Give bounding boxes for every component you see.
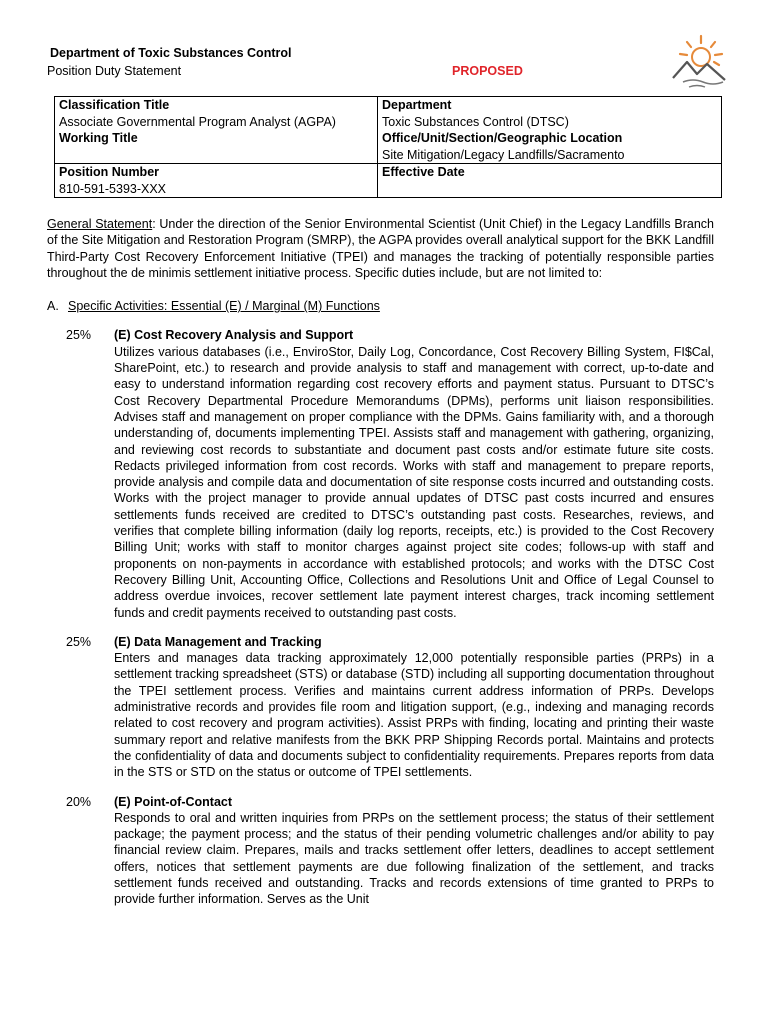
duty-item — [47, 327, 714, 620]
section-title: Specific Activities: Essential (E) / Marginal (M) Functions — [68, 299, 380, 314]
office-value: Site Mitigation/Legacy Landfills/Sacramento — [382, 147, 625, 162]
document-body — [47, 216, 714, 908]
position-number-label: Position Number — [59, 165, 160, 179]
duty-title: (E) Cost Recovery Analysis and Support — [114, 328, 354, 343]
effective-date-cell — [378, 164, 722, 198]
duty-description: Utilizes various databases (i.e., EnviroStor, Daily Log, Concordance, Cost Recovery Billing System, FI$Cal, SharePoint, etc.) to research and provide analysis to staff and management with correct, up-to-date and easy to understand information regarding cost recovery efforts and payment status. Pursuant to DTSC’s Cost Recovery Departmental Procedure Memorandums (DPMs), performs unit liaison responsibilities. Advises staff and management on proper compliance with the DPMs. Gains familiarity with, and a thorough understanding of, documents implementing TPEI. Assists staff and management with gathering, organizing, and reviewing cost records to substantiate and document past costs and/or estimate future site costs. Redacts privileged information from cost records. Works with staff and management to prepare reports, provide analysis and compile data and documentation of site response costs incurred and outstanding costs. Works with the project manager to provide annual updates of DTSC past costs incurred and ensures settlements funds received are credited to DTSC’s outstanding past costs. Researches, reviews, and verifies that complete billing information (daily log reports, receipts, etc.) is provided to the Cost Recovery Billing Unit; works with staff to monitor charges against project site codes; follows-up with staff and proponents on non-payments in accordance with established protocols; and works with the DTSC Cost Recovery Billing Unit, Accounting Office, Collections and Resolutions Unit and Office of Legal Counsel to address overdue invoices, recover settlement late payment interest charges, track incoming settlement funds and credit payments received to outstanding past costs. — [114, 344, 714, 620]
working-title-label: Working Title — [59, 131, 138, 145]
duty-item — [47, 634, 714, 781]
section-letter: A. — [47, 299, 59, 314]
duty-description: Responds to oral and written inquiries from PRPs on the settlement process; the status of their settlement package; the payment process; and the status of their pending volumetric challenges and/or ability to pay financial review claim. Prepares, mails and tracks settlement offer letters, deadlines to accept settlement offers, notices that settlement payments are due following finalization of the settlement, and tracks settlement funds received and outstanding. Tracks and records extensions of time granted to PRPs to provide further information. Serves as the Unit — [114, 810, 714, 907]
office-label: Office/Unit/Section/Geographic Location — [382, 131, 623, 145]
general-statement-label: General Statement — [47, 217, 153, 231]
duty-description: Enters and manages data tracking approximately 12,000 potentially responsible parties (PRPs) in a settlement tracking spreadsheet (STS) or database (STD) including all supporting documentation throughout the TPEI settlement process. Verifies and maintains current address information of PRPs. Develops administrative records and provides file room and litigation support, (e.g., indexing and managing records related to cost recovery and program activities). Assist PRPs with finding, locating and printing their waste summary report and relative manifests from the BKK PRP Shipping Records portal. Maintains and protects the confidentiality of data and documents subject to confidentiality requirements. Prepares reports from data in the STS or STD on the status or outcome of TPEI settlements. — [114, 651, 714, 780]
general-statement — [47, 216, 714, 281]
department-value: Toxic Substances Control (DTSC) — [382, 114, 569, 129]
working-title-value — [59, 147, 373, 163]
duty-title: (E) Point-of-Contact — [114, 794, 233, 809]
specific-activities-heading — [47, 298, 714, 314]
classification-title-value: Associate Governmental Program Analyst (AGPA) — [59, 114, 336, 129]
classification-cell — [55, 97, 378, 164]
page-header — [47, 46, 727, 92]
general-statement-text: : Under the direction of the Senior Environmental Scientist (Unit Chief) in the Legacy Landfills Branch of the Site Mitigation and Restoration Program (SMRP), the AGPA provides overall analytical support for the BKK Landfill Third-Party Cost Recovery Enforcement Initiative (TPEI) and manages the tracking of potentially responsible parties throughout the de minimis settlement initiative process. Specific duties include, but are not limited to: — [47, 217, 714, 280]
duty-item — [47, 794, 714, 908]
position-number-cell — [55, 164, 378, 198]
status-label: PROPOSED — [452, 64, 523, 78]
position-number-value: 810-591-5393-XXX — [59, 181, 167, 196]
classification-title-label: Classification Title — [59, 98, 170, 112]
duty-percent: 20% — [66, 794, 92, 809]
document-type: Position Duty Statement — [47, 64, 182, 78]
duty-percent: 25% — [66, 328, 92, 343]
department-label: Department — [382, 98, 452, 112]
duty-title: (E) Data Management and Tracking — [114, 634, 322, 649]
organization-name: Department of Toxic Substances Control — [50, 46, 292, 60]
department-cell — [378, 97, 722, 164]
dtsc-sun-mountain-logo-icon — [663, 34, 735, 96]
effective-date-label: Effective Date — [382, 165, 465, 179]
duty-percent: 25% — [66, 634, 92, 649]
position-info-table — [54, 96, 722, 198]
